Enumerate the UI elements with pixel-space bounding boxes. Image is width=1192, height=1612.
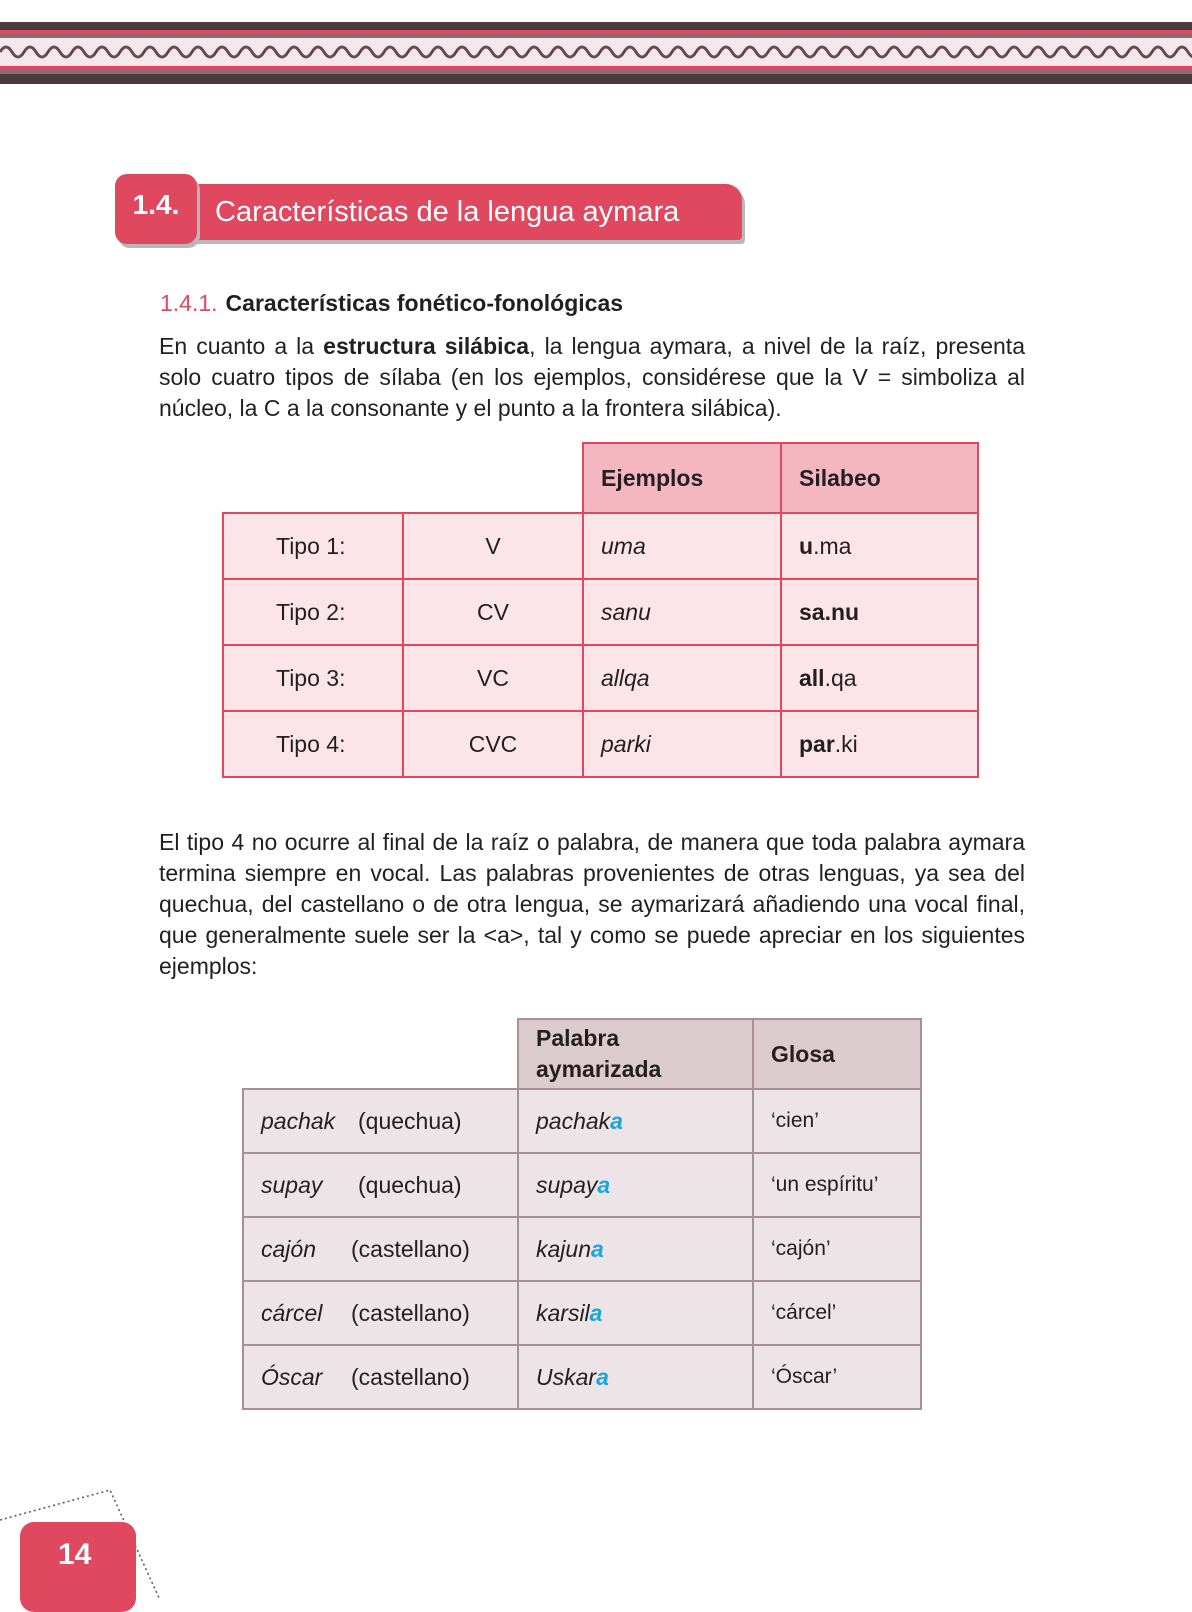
table-row	[243, 1217, 921, 1281]
syllable-structure: CV	[403, 579, 583, 645]
added-vowel: a	[590, 1235, 604, 1262]
syllabification-rest: .ki	[834, 730, 858, 757]
syllable-type: Tipo 3:	[223, 645, 403, 711]
source-language: (castellano)	[351, 1235, 470, 1262]
source-word: cárcel	[261, 1299, 323, 1326]
syllabification-bold: u	[799, 532, 814, 559]
paragraph-loanwords: El tipo 4 no ocurre al final de la raíz o palabra, de manera que toda palabra aymara termina siempre en vocal. Las palabras provenientes de otras lenguas, ya sea del quechua, del castellano o de otra lengua, se aymarizará añadiendo una vocal final, que generalmente suele ser la <a>, tal y como se puede apreciar en los siguientes ejemplos:	[159, 829, 1025, 979]
syllable-structure: CVC	[403, 711, 583, 777]
header-ejemplos: Ejemplos	[583, 443, 781, 513]
subsection-title: Características fonético-fonológicas	[225, 290, 624, 316]
syllabification	[781, 645, 978, 711]
table-empty-cell	[223, 443, 403, 513]
subsection-heading	[160, 290, 623, 317]
gloss: ‘un espíritu’	[753, 1153, 921, 1217]
table-row	[223, 513, 978, 579]
paragraph-text: En cuanto a la	[159, 333, 324, 359]
decorative-top-band	[0, 22, 1192, 84]
aymarized-base: pachak	[536, 1107, 611, 1134]
header-silabeo: Silabeo	[781, 443, 978, 513]
aymarized-word	[518, 1217, 753, 1281]
syllable-type: Tipo 1:	[223, 513, 403, 579]
table-empty-cell	[243, 1019, 518, 1089]
section-number-badge: 1.4.	[115, 174, 197, 244]
syllable-types-table	[222, 442, 979, 778]
syllabification	[781, 579, 978, 645]
paragraph-syllable-structure	[159, 331, 1025, 424]
table-row	[223, 645, 978, 711]
table-row	[223, 579, 978, 645]
example-word: uma	[583, 513, 781, 579]
syllabification	[781, 513, 978, 579]
syllabification-rest: .qa	[824, 664, 857, 691]
syllable-type: Tipo 2:	[223, 579, 403, 645]
syllabification-bold: par	[799, 730, 835, 757]
aymarized-word	[518, 1089, 753, 1153]
gloss: ‘cien’	[753, 1089, 921, 1153]
aymarized-base: kajun	[536, 1235, 591, 1262]
header-line: aymarizada	[536, 1056, 662, 1082]
header-glosa: Glosa	[753, 1019, 921, 1089]
aymarized-word	[518, 1281, 753, 1345]
example-word: sanu	[583, 579, 781, 645]
source-language: (castellano)	[351, 1363, 470, 1390]
source-word: Óscar	[261, 1363, 323, 1390]
syllable-structure: V	[403, 513, 583, 579]
added-vowel: a	[597, 1171, 611, 1198]
syllable-type: Tipo 4:	[223, 711, 403, 777]
source-word: cajón	[261, 1235, 316, 1262]
syllabification-bold: all	[799, 664, 825, 691]
gloss: ‘cajón’	[753, 1217, 921, 1281]
paragraph-bold-term: estructura silábica	[323, 333, 530, 359]
loanwords-table	[242, 1018, 922, 1410]
source-word-cell	[243, 1153, 518, 1217]
source-word-cell	[243, 1089, 518, 1153]
source-language: (quechua)	[358, 1171, 462, 1198]
source-word-cell	[243, 1281, 518, 1345]
syllabification-rest: .ma	[813, 532, 852, 559]
syllabification-bold: sa.nu	[799, 598, 860, 625]
added-vowel: a	[610, 1107, 623, 1134]
example-word: parki	[583, 711, 781, 777]
paragraph-text: , la lengua aymara, a nivel de la raíz, presenta solo cuatro tipos de sílaba (en los ejemplos, considérese que la V = simboliza al núcleo, la C a la consonante y el punto a la frontera silábica).	[159, 333, 1025, 421]
example-word: allqa	[583, 645, 781, 711]
table-empty-cell	[403, 443, 583, 513]
added-vowel: a	[589, 1299, 603, 1326]
source-word-cell	[243, 1217, 518, 1281]
aymarized-word	[518, 1345, 753, 1409]
added-vowel: a	[596, 1363, 609, 1390]
source-word: pachak	[261, 1107, 336, 1134]
gloss: ‘cárcel’	[753, 1281, 921, 1345]
header-palabra-aymarizada	[518, 1019, 753, 1089]
header-line: Palabra	[536, 1025, 620, 1051]
source-word-cell	[243, 1345, 518, 1409]
table-row	[243, 1089, 921, 1153]
table-row	[243, 1345, 921, 1409]
table-row	[243, 1281, 921, 1345]
syllabification	[781, 711, 978, 777]
subsection-number: 1.4.1.	[160, 290, 218, 316]
gloss: ‘Óscar’	[753, 1345, 921, 1409]
aymarized-base: supay	[536, 1171, 598, 1198]
table-row	[243, 1153, 921, 1217]
aymarized-word	[518, 1153, 753, 1217]
section-title: Características de la lengua aymara	[190, 184, 742, 240]
source-language: (castellano)	[351, 1299, 470, 1326]
aymarized-base: Uskar	[536, 1363, 597, 1390]
page-number: 14	[20, 1522, 136, 1612]
source-word: supay	[261, 1171, 323, 1198]
source-language: (quechua)	[358, 1107, 462, 1134]
aymarized-base: karsil	[536, 1299, 590, 1326]
syllable-structure: VC	[403, 645, 583, 711]
table-row	[223, 711, 978, 777]
